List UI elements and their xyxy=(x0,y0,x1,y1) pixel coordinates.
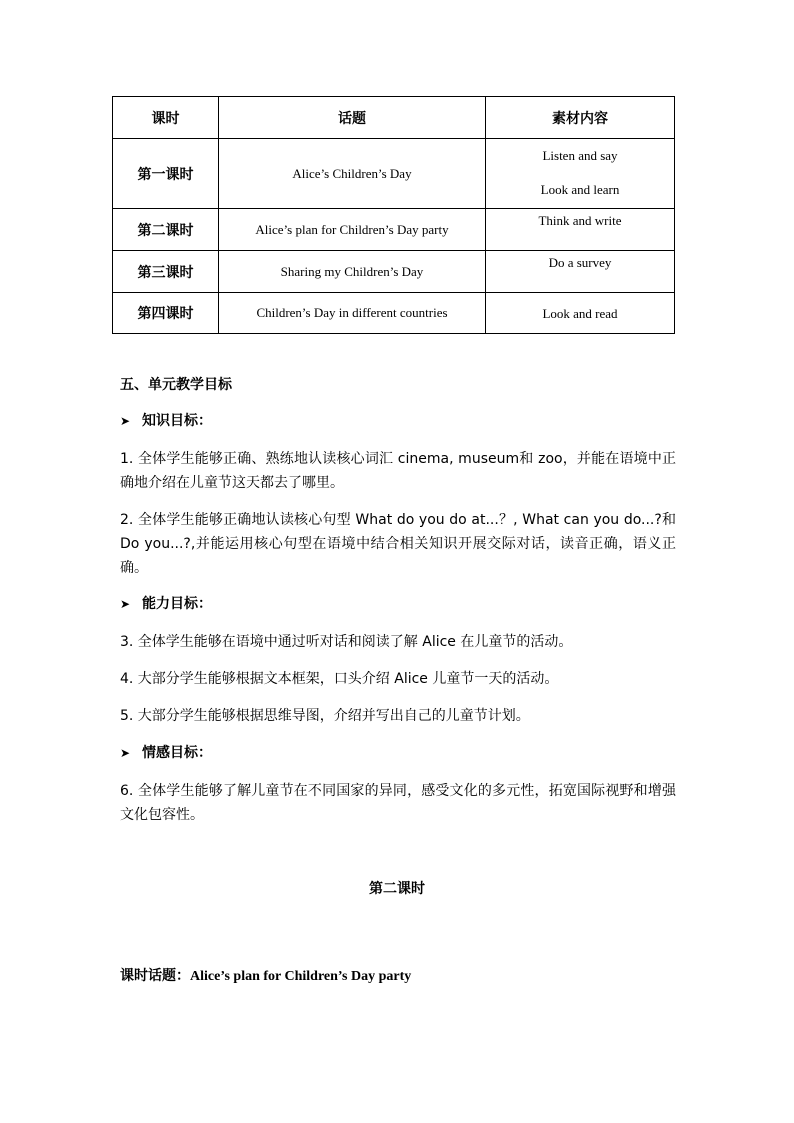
table-row xyxy=(113,293,675,334)
materials-cell xyxy=(486,251,675,293)
materials-cell xyxy=(486,139,675,209)
lesson-cell: 第四课时 xyxy=(113,293,219,334)
lesson2-title: 第二课时 xyxy=(369,881,425,897)
arrow-bullet-icon: ➤ xyxy=(120,746,131,760)
materials-cell xyxy=(486,293,675,334)
table-row xyxy=(113,251,675,293)
table-row xyxy=(113,139,675,209)
lesson-cell: 第二课时 xyxy=(113,209,219,251)
emotion-goals-heading xyxy=(120,741,676,765)
arrow-bullet-icon: ➤ xyxy=(120,414,131,428)
material-item: Think and write xyxy=(538,213,622,228)
lesson-table xyxy=(112,96,675,334)
ability-goals-heading xyxy=(120,592,676,616)
topic-cell: Children’s Day in different countries xyxy=(219,293,486,334)
goal-3: 3. 全体学生能够在语境中通过听对话和阅读了解 Alice 在儿童节的活动。 xyxy=(120,634,573,650)
goal-5: 5. 大部分学生能够根据思维导图，介绍并写出自己的儿童节计划。 xyxy=(120,708,530,724)
material-item: Look and read xyxy=(542,305,618,321)
topic-label: 课时话题： xyxy=(120,968,190,984)
topic-cell: Alice’s plan for Children’s Day party xyxy=(219,209,486,251)
ability-heading-label: 能力目标： xyxy=(142,596,212,612)
topic-cell: Alice’s Children’s Day xyxy=(219,139,486,209)
goal-4: 4. 大部分学生能够根据文本框架，口头介绍 Alice 儿童节一天的活动。 xyxy=(120,671,559,687)
lesson2-topic xyxy=(120,964,676,989)
goal-1: 1. 全体学生能够正确、熟练地认读核心词汇 cinema, museum和 zoo，并能在语境中正确地介绍在儿童节这天都去了哪里。 xyxy=(120,451,676,491)
header-lesson: 课时 xyxy=(113,97,219,139)
material-item: Look and learn xyxy=(540,182,620,197)
knowledge-heading-label: 知识目标： xyxy=(142,413,212,429)
section-heading: 五、单元教学目标 xyxy=(120,377,232,393)
topic-cell: Sharing my Children’s Day xyxy=(219,251,486,293)
knowledge-goals-heading xyxy=(120,409,676,433)
lesson-cell: 第一课时 xyxy=(113,139,219,209)
header-topic: 话题 xyxy=(219,97,486,139)
material-item: Listen and say xyxy=(542,148,618,163)
table-row xyxy=(113,209,675,251)
topic-value: Alice’s plan for Children’s Day party xyxy=(190,969,412,984)
arrow-bullet-icon: ➤ xyxy=(120,597,131,611)
goal-2: 2. 全体学生能够正确地认读核心句型 What do you do at...？, What can you do...?和 Do you...?,并能运用核心句型在语境中结合相关知识开展交际对话，读音正确，语义正确。 xyxy=(120,512,676,576)
table-header-row xyxy=(113,97,675,139)
emotion-heading-label: 情感目标： xyxy=(142,745,212,761)
lesson-cell: 第三课时 xyxy=(113,251,219,293)
goal-6: 6. 全体学生能够了解儿童节在不同国家的异同，感受文化的多元性，拓宽国际视野和增强文化包容性。 xyxy=(120,783,676,823)
header-materials: 素材内容 xyxy=(486,97,675,139)
materials-cell xyxy=(486,209,675,251)
material-item: Do a survey xyxy=(548,255,612,270)
